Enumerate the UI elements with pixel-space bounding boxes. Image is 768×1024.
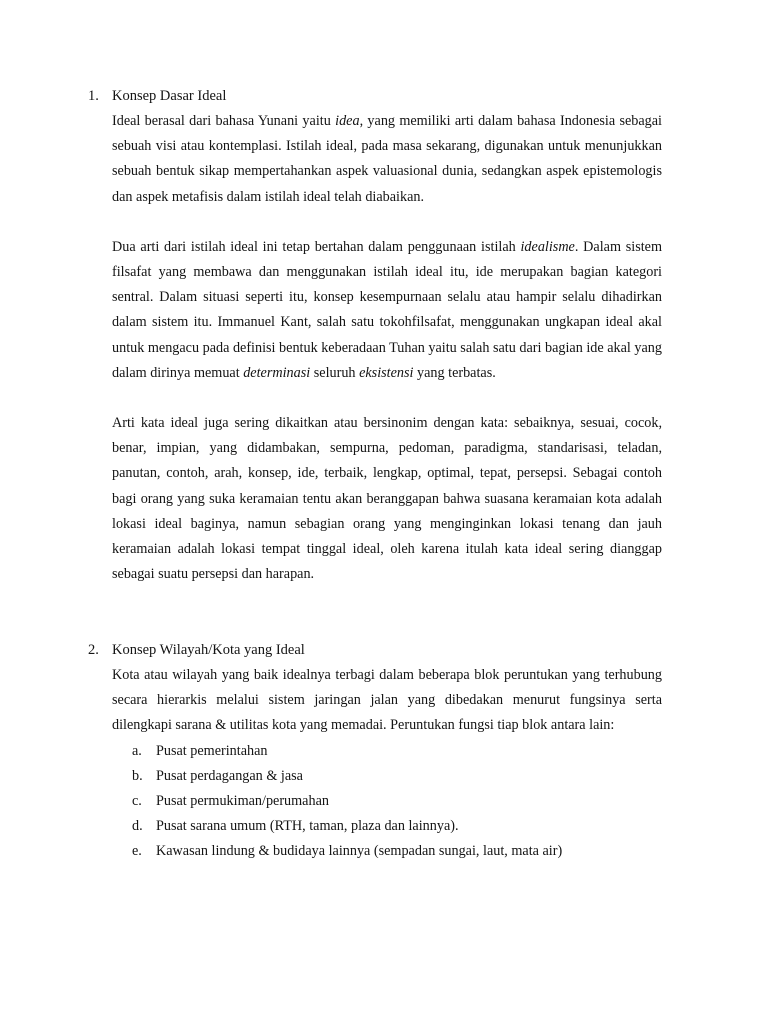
paragraph [112,109,662,210]
section-heading [88,84,680,109]
italic-term: idealisme [520,238,575,255]
list-item-text: Pusat pemerintahan [156,742,268,759]
text-run: Dua arti dari istilah ideal ini tetap bertahan dalam penggunaan istilah [112,238,521,255]
list-marker: e. [132,843,142,860]
section-title: Konsep Wilayah/Kota yang Ideal [112,642,305,658]
section-konsep-wilayah-kota [88,638,680,865]
list-item-text: Pusat sarana umum (RTH, taman, plaza dan lainnya). [156,818,459,835]
italic-term: idea [335,113,360,129]
block-function-list [112,739,662,865]
section-body [112,663,662,865]
text-run: yang terbatas. [413,364,496,381]
list-marker: b. [132,767,143,784]
paragraph [112,235,662,386]
text-run: seluruh [310,364,360,381]
section-body [112,109,662,587]
italic-term: determinasi [243,364,311,381]
list-item-text: Pusat permukiman/perumahan [156,792,329,809]
list-item [112,739,662,764]
text-run: . Dalam sistem filsafat yang membawa dan menggunakan istilah ideal itu, ide merupakan bagian kategori sentral. Dalam situasi seperti itu, konsep kesempurnaan selalu atau hampir selalu dihadirkan dalam sistem itu. Immanuel Kant, salah satu tokohfilsafat, menggunakan ungkapan ideal akal untuk mengacu pada definisi bentuk keberadaan Tuhan yaitu salah satu dari bagian ide akal yang dalam dirinya memuat [112,238,662,381]
list-item [112,789,662,814]
section-title: Konsep Dasar Ideal [112,88,227,104]
section-number: 1. [88,88,99,104]
section-konsep-dasar-ideal [88,84,680,587]
list-marker: c. [132,792,142,809]
paragraph [112,411,662,587]
section-number: 2. [88,642,99,658]
list-item [112,764,662,789]
text-run: , yang memiliki arti dalam bahasa Indonesia sebagai sebuah visi atau kontemplasi. Istilah ideal, pada masa sekarang, digunakan untuk menunjukkan sebuah bentuk sikap mempertahankan aspek valuasional dunia, sedangkan aspek epistemologis dan aspek metafisis dalam istilah ideal telah diabaikan. [112,113,662,205]
text-run: Ideal berasal dari bahasa Yunani yaitu [112,113,336,129]
italic-term: eksistensi [359,364,414,381]
list-marker: a. [132,742,142,759]
list-item [112,814,662,839]
section-heading [88,638,680,663]
paragraph [112,663,662,739]
text-run: Arti kata ideal juga sering dikaitkan atau bersinonim dengan kata: sebaiknya, sesuai, cocok, benar, impian, yang didambakan, sempurna, pedoman, paradigma, standarisasi, teladan, panutan, contoh, arah, konsep, ide, terbaik, lengkap, optimal, tepat, persepsi. Sebagai contoh bagi orang yang suka keramaian tentu akan beranggapan bahwa suasana keramaian kota adalah lokasi ideal baginya, namun sebagian orang yang menginginkan lokasi tenang dan jauh keramaian adalah lokasi tempat tinggal ideal, oleh karena itulah kata ideal sering dianggap sebagai suatu persepsi dan harapan. [112,415,662,583]
list-item-text: Kawasan lindung & budidaya lainnya (sempadan sungai, laut, mata air) [156,843,563,860]
list-marker: d. [132,818,143,835]
list-item [112,839,662,864]
text-run: Kota atau wilayah yang baik idealnya terbagi dalam beberapa blok peruntukan yang terhubung secara hierarkis melalui sistem jaringan jalan yang dibedakan menurut fungsinya serta dilengkapi sarana & utilitas kota yang memadai. Peruntukan fungsi tiap blok antara lain: [112,667,662,734]
list-item-text: Pusat perdagangan & jasa [156,767,303,784]
